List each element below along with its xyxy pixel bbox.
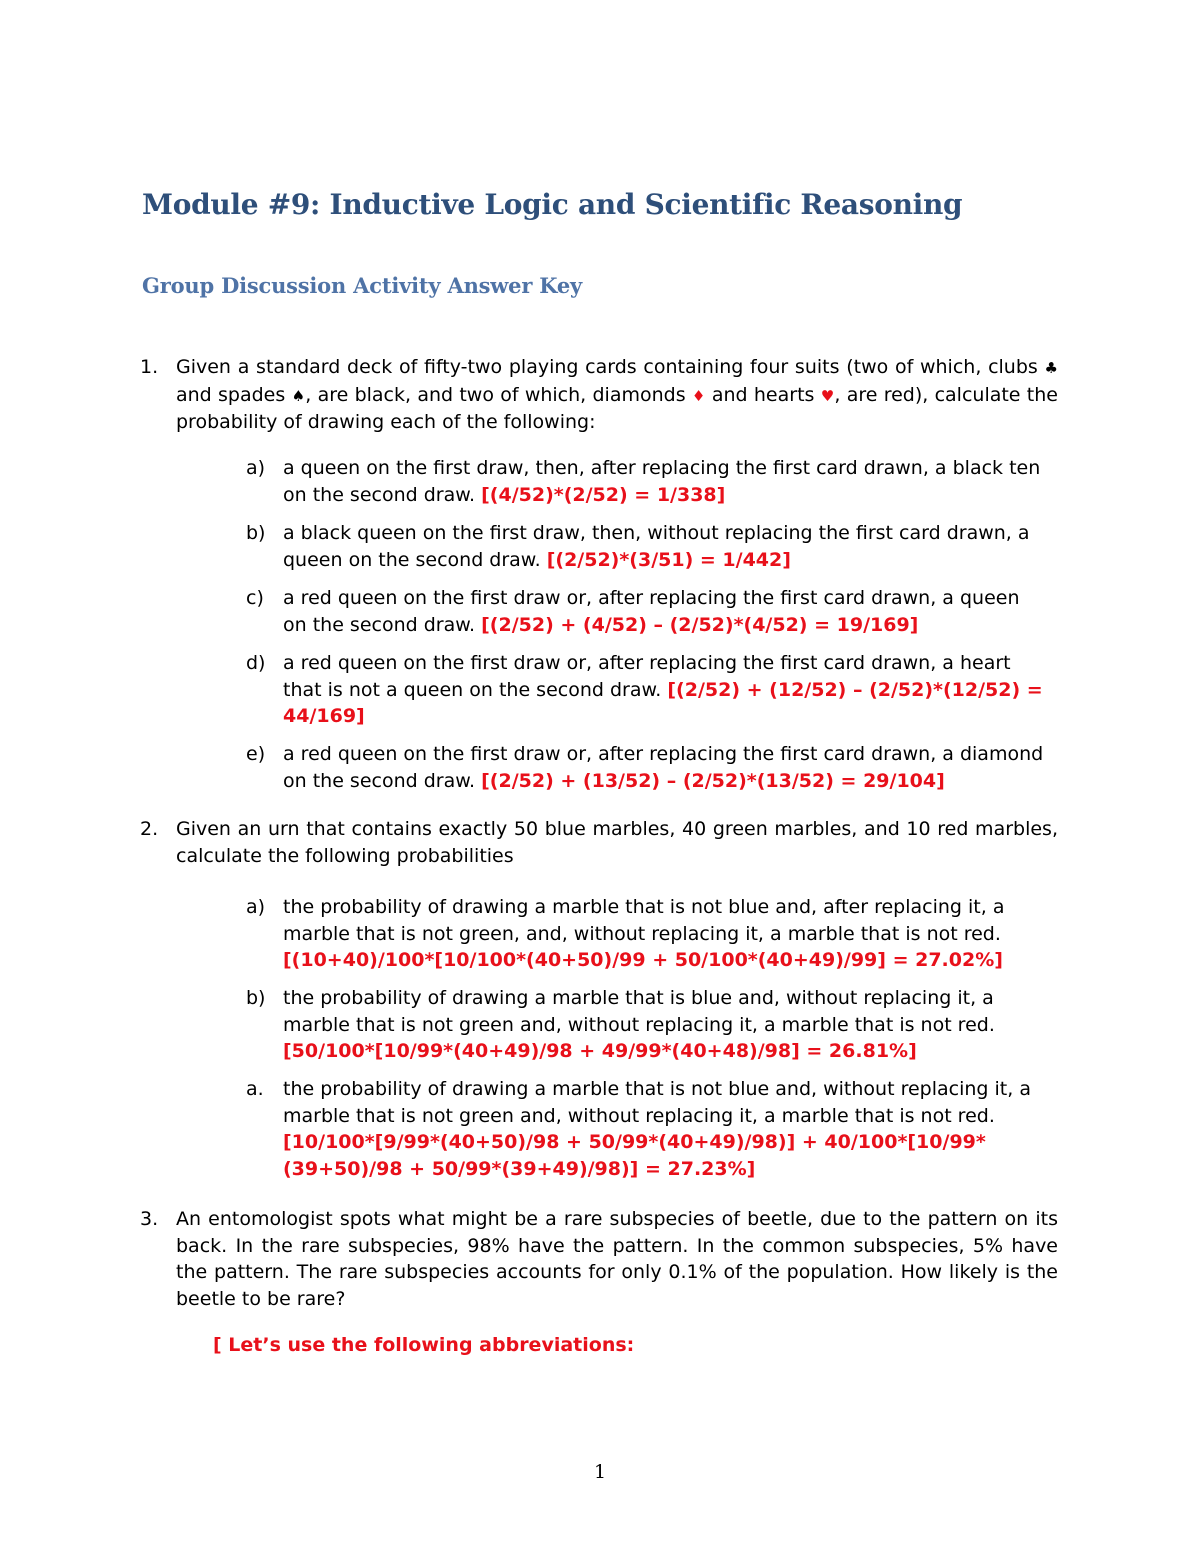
- question-1-part-c: [246, 585, 1046, 638]
- part-text: a black queen on the first draw, then, without replacing the first card drawn, a queen on the second draw. [(2/52)*(3/51) = 1/442]: [283, 522, 1030, 571]
- question-number: 2.: [140, 818, 159, 840]
- question-text: An entomologist spots what might be a rare subspecies of beetle, due to the pattern on its back. In the rare subspecies, 98% have the pattern. In the common subspecies, 5% have the pattern. The rare subspecies accounts for only 0.1% of the population. How likely is the beetle to be rare?: [176, 1208, 1058, 1310]
- part-text: a queen on the first draw, then, after replacing the first card drawn, a black ten on the second draw. [(4/52)*(2/52) = 1/338]: [283, 457, 1041, 506]
- question-1: [140, 354, 1058, 436]
- question-1-part-a: [246, 455, 1046, 508]
- part-label: a): [246, 896, 266, 918]
- question-2-part-a: [246, 894, 1046, 974]
- question-3: [140, 1206, 1058, 1312]
- part-text: the probability of drawing a marble that is not blue and, after replacing it, a marble that is not green, and, without replacing it, a marble that is not red. [(10+40)/100*[10/100*(40+50)/99 + 50/100*(40+49)/99] = 27.02%]: [283, 896, 1005, 971]
- answer: [(2/52)*(3/51) = 1/442]: [546, 548, 791, 571]
- diamonds-icon: ♦: [691, 386, 706, 405]
- question-number: 1.: [140, 356, 159, 378]
- part-label: c): [246, 587, 264, 609]
- part-text: a red queen on the first draw or, after replacing the first card drawn, a queen on the second draw. [(2/52) + (4/52) – (2/52)*(4/52) = 19/169]: [283, 587, 1020, 636]
- part-text: a red queen on the first draw or, after replacing the first card drawn, a diamond on the second draw. [(2/52) + (13/52) – (2/52)*(13/52) = 29/104]: [283, 743, 1044, 792]
- answer: [(2/52) + (13/52) – (2/52)*(13/52) = 29/104]: [481, 769, 945, 792]
- answer: [(2/52) + (4/52) – (2/52)*(4/52) = 19/169]: [481, 613, 919, 636]
- part-label: b): [246, 987, 266, 1009]
- part-text: a red queen on the first draw or, after replacing the first card drawn, a heart that is not a queen on the second draw. [(2/52) + (12/52) – (2/52)*(12/52) = 44/169]: [283, 652, 1043, 727]
- answer-note: [ Let’s use the following abbreviations:: [213, 1334, 635, 1356]
- page-title: Module #9: Inductive Logic and Scientific Reasoning: [142, 188, 963, 221]
- question-1-part-b: [246, 520, 1046, 573]
- part-label: a.: [246, 1078, 264, 1100]
- answer: [50/100*[10/99*(40+49)/98 + 49/99*(40+48)/98] = 26.81%]: [283, 1040, 917, 1062]
- part-label: e): [246, 743, 266, 765]
- part-text: the probability of drawing a marble that is not blue and, without replacing it, a marble that is not green and, without replacing it, a marble that is not red. [10/100*[9/99*(40+50)/98 + 50/99*(40+49)/98)] + 40/100*[10/99*(39+50)/98 + 50/99*(39+49)/98)] = 27.23%]: [283, 1078, 1031, 1180]
- question-2-part-c: [246, 1076, 1046, 1182]
- answer: [(2/52) + (12/52) – (2/52)*(12/52) = 44/169]: [283, 678, 1043, 727]
- page-subtitle: Group Discussion Activity Answer Key: [142, 273, 583, 298]
- spades-icon: ♠: [291, 386, 306, 405]
- answer: [(10+40)/100*[10/100*(40+50)/99 + 50/100*(40+49)/99] = 27.02%]: [283, 949, 1003, 971]
- question-text: Given an urn that contains exactly 50 blue marbles, 40 green marbles, and 10 red marbles, calculate the following probabilities: [176, 818, 1058, 867]
- hearts-icon: ♥: [820, 386, 835, 405]
- question-2-part-b: [246, 985, 1046, 1065]
- part-label: a): [246, 457, 266, 479]
- clubs-icon: ♣: [1044, 359, 1058, 377]
- question-number: 3.: [140, 1208, 159, 1230]
- answer: [(4/52)*(2/52) = 1/338]: [481, 483, 726, 506]
- part-text: the probability of drawing a marble that is blue and, without replacing it, a marble that is not green and, without replacing it, a marble that is not red. [50/100*[10/99*(40+49)/98 + 49/99*(40+48)/98] = 26.81%]: [283, 987, 995, 1062]
- part-label: d): [246, 652, 266, 674]
- question-2: [140, 816, 1058, 869]
- question-1-part-d: [246, 650, 1046, 730]
- page-number: 1: [594, 1461, 607, 1483]
- part-label: b): [246, 522, 266, 544]
- question-text: Given a standard deck of fifty-two playing cards containing four suits (two of which, clubs ♣ and spades ♠, are black, and two of which, diamonds ♦ and hearts ♥, are red), calculate the probability of drawing each of the following:: [176, 356, 1058, 433]
- question-1-part-e: [246, 741, 1046, 794]
- answer: [10/100*[9/99*(40+50)/98 + 50/99*(40+49)/98)] + 40/100*[10/99*(39+50)/98 + 50/99*(39+49)/98)] = 27.23%]: [283, 1131, 986, 1180]
